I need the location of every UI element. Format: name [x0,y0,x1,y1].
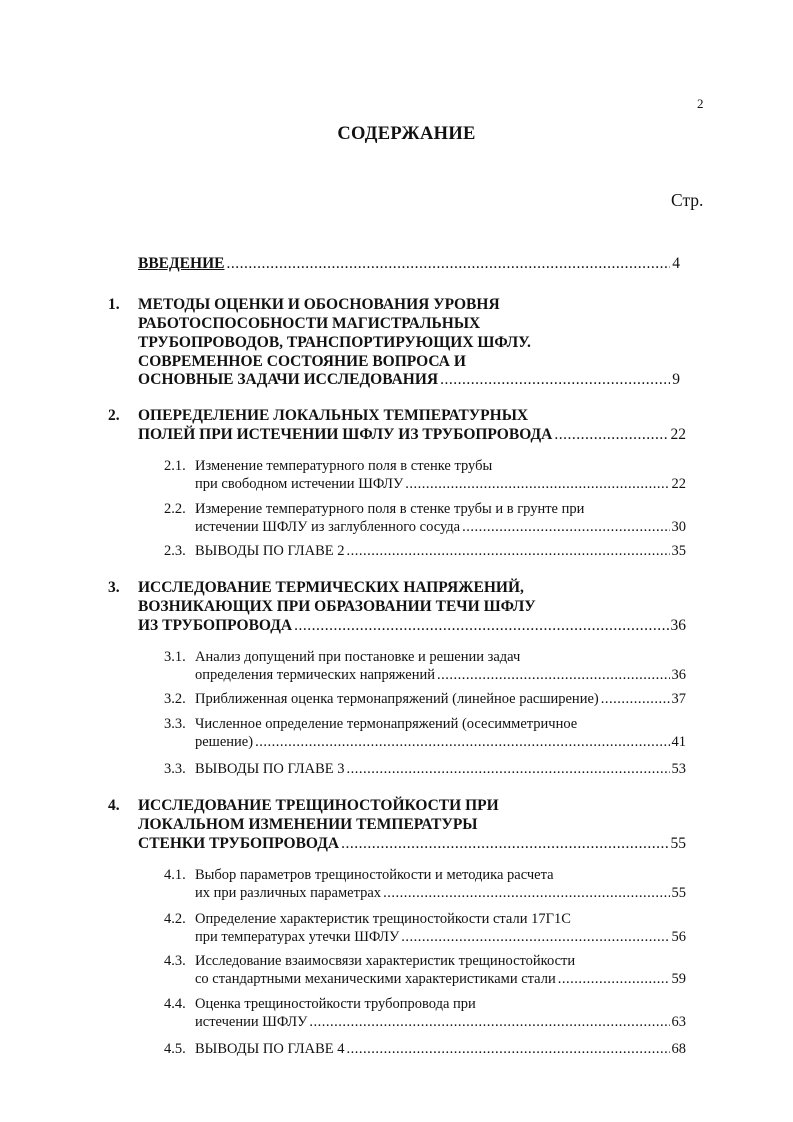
leader-dots [601,690,670,709]
leader-dots [462,518,669,537]
chapter-1-number: 1. [108,296,120,313]
leader-dots [346,1040,669,1059]
toc-intro-label: ВВЕДЕНИЕ [138,255,225,272]
section-4-3-page: 59 [671,971,686,987]
section-4-2-number: 4.2. [164,911,186,927]
toc-section-2-2[interactable] [195,518,686,537]
section-3-4-line-1: ВЫВОДЫ ПО ГЛАВЕ 3 [195,761,345,777]
toc-section-3-1[interactable] [195,666,686,685]
chapter-4-title-line-1: ИССЛЕДОВАНИЕ ТРЕЩИНОСТОЙКОСТИ ПРИ [138,797,499,814]
section-2-3-line-1: ВЫВОДЫ ПО ГЛАВЕ 2 [195,543,345,559]
section-4-2-line-2: при температурах утечки ШФЛУ [195,929,400,945]
leader-dots [440,370,670,389]
toc-section-3-3[interactable] [195,733,686,752]
leader-dots [437,666,670,685]
toc-chapter-1[interactable] [138,370,680,389]
chapter-1-title-line-5: ОСНОВНЫЕ ЗАДАЧИ ИССЛЕДОВАНИЯ [138,371,439,388]
toc-section-3-2[interactable] [195,690,686,709]
chapter-3-title-line-3: ИЗ ТРУБОПРОВОДА [138,617,293,634]
page-number: 2 [697,96,704,111]
chapter-4-page: 55 [670,835,686,852]
chapter-3-number: 3. [108,579,120,596]
section-3-3-line-1: Численное определение термонапряжений (осесимметричное [195,716,578,732]
section-2-2-line-1: Измерение температурного поля в стенке трубы и в грунте при [195,501,585,517]
section-4-2-line-1: Определение характеристик трещиностойкости стали 17Г1С [195,911,571,927]
section-4-4-line-1: Оценка трещиностойкости трубопровода при [195,996,476,1012]
section-3-1-line-2: определения термических напряжений [195,667,435,683]
leader-dots [341,834,668,853]
leader-dots [294,616,668,635]
leader-dots [346,542,669,561]
section-4-1-line-2: их при различных параметрах [195,885,382,901]
section-3-3-page: 41 [671,734,686,750]
section-2-2-page: 30 [671,519,686,535]
section-2-2-line-2: истечении ШФЛУ из заглубленного сосуда [195,519,461,535]
section-4-4-line-2: истечении ШФЛУ [195,1014,308,1030]
section-4-3-number: 4.3. [164,953,186,969]
section-2-3-number: 2.3. [164,543,186,559]
toc-section-4-5[interactable] [195,1040,686,1059]
section-2-1-line-1: Изменение температурного поля в стенке трубы [195,458,493,474]
section-3-2-number: 3.2. [164,691,186,707]
chapter-1-title-line-1: МЕТОДЫ ОЦЕНКИ И ОБОСНОВАНИЯ УРОВНЯ [138,296,500,313]
chapter-1-title-line-2: РАБОТОСПОСОБНОСТИ МАГИСТРАЛЬНЫХ [138,315,481,332]
section-2-3-page: 35 [671,543,686,559]
section-3-4-number: 3.3. [164,761,186,777]
section-4-4-number: 4.4. [164,996,186,1012]
toc-section-4-4[interactable] [195,1013,686,1032]
chapter-2-title-line-2: ПОЛЕЙ ПРИ ИСТЕЧЕНИИ ШФЛУ ИЗ ТРУБОПРОВОДА [138,426,553,443]
chapter-1-page: 9 [672,371,680,388]
section-3-1-number: 3.1. [164,649,186,665]
leader-dots [309,1013,669,1032]
leader-dots [401,928,669,947]
page-title: СОДЕРЖАНИЕ [337,124,476,144]
section-3-3-number: 3.3. [164,716,186,732]
section-4-5-line-1: ВЫВОДЫ ПО ГЛАВЕ 4 [195,1041,345,1057]
section-3-4-page: 53 [671,761,686,777]
toc-chapter-4[interactable] [138,834,686,853]
chapter-1-title-line-3: ТРУБОПРОВОДОВ, ТРАНСПОРТИРУЮЩИХ ШФЛУ. [138,334,531,351]
leader-dots [383,884,669,903]
section-3-3-line-2: решение) [195,734,254,750]
section-2-1-number: 2.1. [164,458,186,474]
chapter-1-title-line-4: СОВРЕМЕННОЕ СОСТОЯНИЕ ВОПРОСА И [138,353,466,370]
leader-dots [554,425,668,444]
toc-section-4-2[interactable] [195,928,686,947]
toc-chapter-2[interactable] [138,425,686,444]
toc-section-4-1[interactable] [195,884,686,903]
toc-chapter-3[interactable] [138,616,686,635]
leader-dots [346,760,669,779]
section-2-2-number: 2.2. [164,501,186,517]
chapter-4-title-line-3: СТЕНКИ ТРУБОПРОВОДА [138,835,340,852]
chapter-3-title-line-1: ИССЛЕДОВАНИЕ ТЕРМИЧЕСКИХ НАПРЯЖЕНИЙ, [138,579,524,596]
section-4-5-page: 68 [671,1041,686,1057]
leader-dots [405,475,669,494]
section-3-2-page: 37 [671,691,686,707]
section-4-2-page: 56 [671,929,686,945]
leader-dots [558,970,670,989]
chapter-2-page: 22 [670,426,686,443]
toc-section-2-1[interactable] [195,475,686,494]
toc-section-2-3[interactable] [195,542,686,561]
leader-dots [255,733,669,752]
section-4-1-number: 4.1. [164,867,186,883]
leader-dots [226,254,670,273]
toc-section-3-4[interactable] [195,760,686,779]
toc-section-4-3[interactable] [195,970,686,989]
section-3-2-line-1: Приближенная оценка термонапряжений (линейное расширение) [195,691,599,707]
chapter-2-title-line-1: ОПЕРЕДЕЛЕНИЕ ЛОКАЛЬНЫХ ТЕМПЕРАТУРНЫХ [138,407,529,424]
section-3-1-page: 36 [671,667,686,683]
section-2-1-page: 22 [671,476,686,492]
chapter-4-title-line-2: ЛОКАЛЬНОМ ИЗМЕНЕНИИ ТЕМПЕРАТУРЫ [138,816,478,833]
chapter-2-number: 2. [108,407,120,424]
toc-intro-page: 4 [672,255,680,272]
section-4-1-line-1: Выбор параметров трещиностойкости и методика расчета [195,867,554,883]
section-4-4-page: 63 [671,1014,686,1030]
section-4-5-number: 4.5. [164,1041,186,1057]
page-column-label: Стр. [671,190,704,210]
section-3-1-line-1: Анализ допущений при постановке и решении задач [195,649,521,665]
chapter-4-number: 4. [108,797,120,814]
section-2-1-line-2: при свободном истечении ШФЛУ [195,476,404,492]
section-4-3-line-2: со стандартными механическими характеристиками стали [195,971,556,987]
section-4-3-line-1: Исследование взаимосвязи характеристик трещиностойкости [195,953,576,969]
chapter-3-page: 36 [670,617,686,634]
section-4-1-page: 55 [671,885,686,901]
toc-intro[interactable] [138,254,680,273]
chapter-3-title-line-2: ВОЗНИКАЮЩИХ ПРИ ОБРАЗОВАНИИ ТЕЧИ ШФЛУ [138,598,536,615]
